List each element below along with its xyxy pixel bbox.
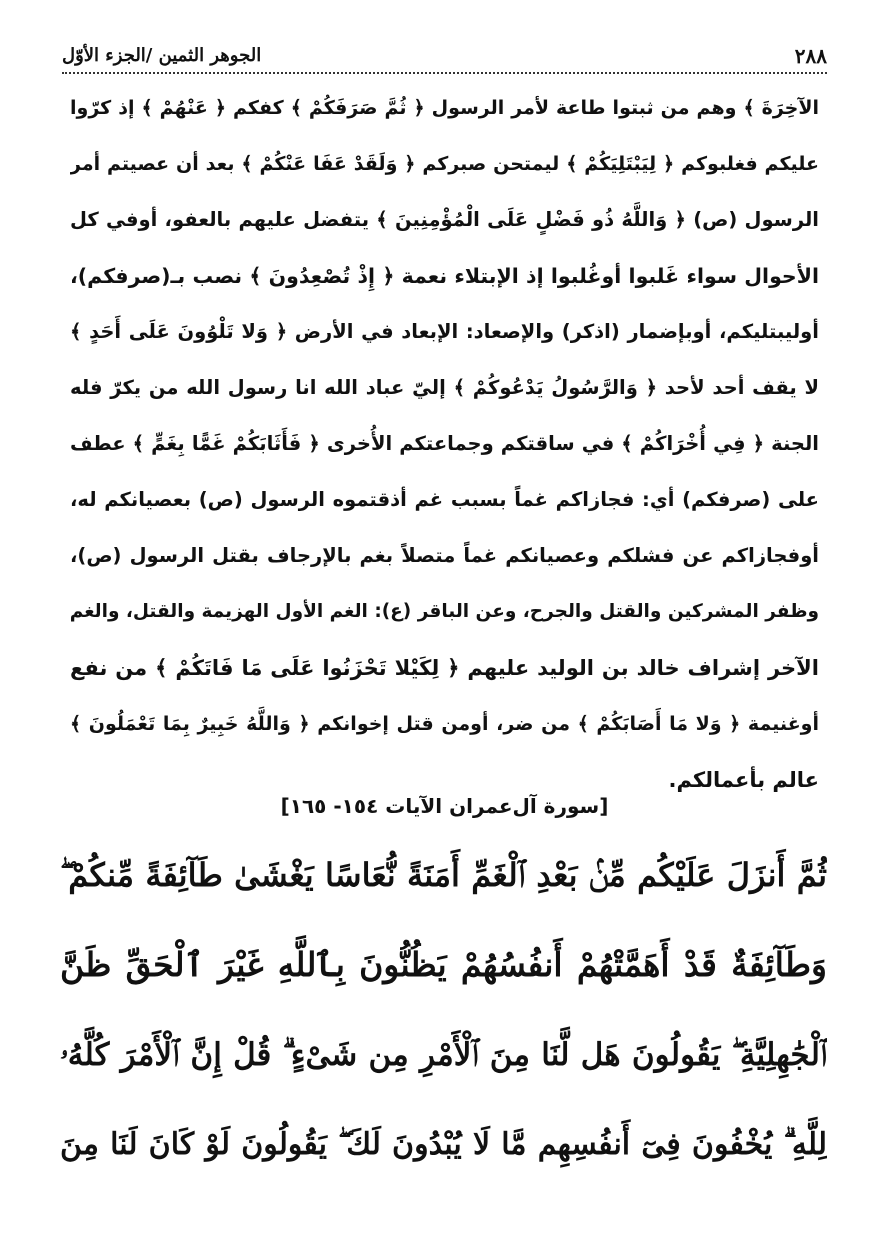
commentary-line: عليكم فغلبوكم ﴿ لِيَبْتَلِيَكُمْ ﴾ ليمتحن صبركم ﴿ وَلَقَدْ عَفَا عَنْكُمْ ﴾ بعد أن عصيتم أمر: [70, 153, 819, 175]
page-header: [62, 42, 827, 74]
commentary-line: الرسول (ص) ﴿ وَاللَّهُ ذُو فَضْلٍ عَلَى الْمُؤْمِنِينَ ﴾ يتفضل عليهم بالعفو، أوفي كل: [70, 208, 819, 231]
section-heading: [سورة آل‌عمران الآيات ١٥٤- ١٦٥]: [280, 794, 609, 818]
commentary-line: على (صرفكم) أي: فجازاكم غماً بسبب غم أذقتموه الرسول (ص) بعصيانكم له،: [70, 488, 819, 511]
quran-line: وَطَآئِفَةٌ قَدْ أَهَمَّتْهُمْ أَنفُسُهُمْ يَظُنُّونَ بِٱللَّهِ غَيْرَ ٱلْحَقِّ ظَنَّ: [60, 945, 827, 984]
commentary-line: الأحوال سواء غَلبوا أوغُلبوا إذ الإبتلاء نعمة ﴿ إِذْ تُصْعِدُونَ ﴾ نصب بـ(صرفكم)،: [70, 264, 819, 288]
commentary-line: الآخر إشراف خالد بن الوليد عليهم ﴿ لِكَيْلا تَحْزَنُوا عَلَى مَا فَاتَكُمْ ﴾ من نفع: [70, 656, 819, 680]
commentary-line: لا يقف أحد لأحد ﴿ وَالرَّسُولُ يَدْعُوكُمْ ﴾ إليّ عباد الله انا رسول الله من يكرّ فله: [70, 376, 819, 399]
commentary-line: أوغنيمة ﴿ وَلا مَا أَصَابَكُمْ ﴾ من ضر، أومن قتل إخوانكم ﴿ وَاللَّهُ خَبِيرٌ بِمَا تَعْمَلُونَ ﴾: [70, 713, 819, 735]
quran-line: ٱلْجَٰهِلِيَّةِ ۖ يَقُولُونَ هَل لَّنَا مِنَ ٱلْأَمْرِ مِن شَىْءٍ ۗ قُلْ إِنَّ ٱلْأَمْرَ كُلَّهُۥ: [60, 1037, 827, 1073]
commentary-text: [70, 80, 819, 808]
commentary-line: أوفجازاكم عن فشلكم وعصيانكم غماً متصلاً بغم بالإرجاف بقتل الرسول (ص)،: [70, 544, 819, 567]
commentary-line: الآخِرَةَ ﴾ وهم من ثبتوا طاعة لأمر الرسول ﴿ ثُمَّ صَرَفَكُمْ ﴾ كفكم ﴿ عَنْهُمْ ﴾ إذ كرّوا: [70, 97, 819, 119]
quran-line: لِلَّهِ ۗ يُخْفُونَ فِىٓ أَنفُسِهِم مَّا لَا يُبْدُونَ لَكَ ۖ يَقُولُونَ لَوْ كَانَ لَنَا مِنَ: [60, 1127, 827, 1162]
quran-line: ثُمَّ أَنزَلَ عَلَيْكُم مِّنۢ بَعْدِ ٱلْغَمِّ أَمَنَةً نُّعَاسًا يَغْشَىٰ طَآئِفَةً مِّنكُمْ ۖ: [60, 856, 827, 894]
quran-verses: [60, 830, 827, 1190]
commentary-line: أوليبتليكم، أوبإضمار (اذكر) والإصعاد: الإبعاد في الأرض ﴿ وَلا تَلْوُونَ عَلَى أَحَدٍ ﴾: [70, 320, 819, 343]
running-title: الجوهر الثمين /الجزء الأوّل: [62, 42, 267, 70]
commentary-line: الجنة ﴿ فِي أُخْرَاكُمْ ﴾ في ساقتكم وجماعتكم الأُخرى ﴿ فَأَثَابَكُمْ غَمًّا بِغَمٍّ ﴾ عطف: [70, 432, 819, 455]
page-number: ٢٨٨: [794, 44, 827, 68]
commentary-line: وظفر المشركين والقتل والجرح، وعن الباقر (ع): الغم الأول الهزيمة والقتل، والغم: [70, 601, 819, 622]
commentary-line: عالم بأعمالكم.: [668, 768, 819, 792]
